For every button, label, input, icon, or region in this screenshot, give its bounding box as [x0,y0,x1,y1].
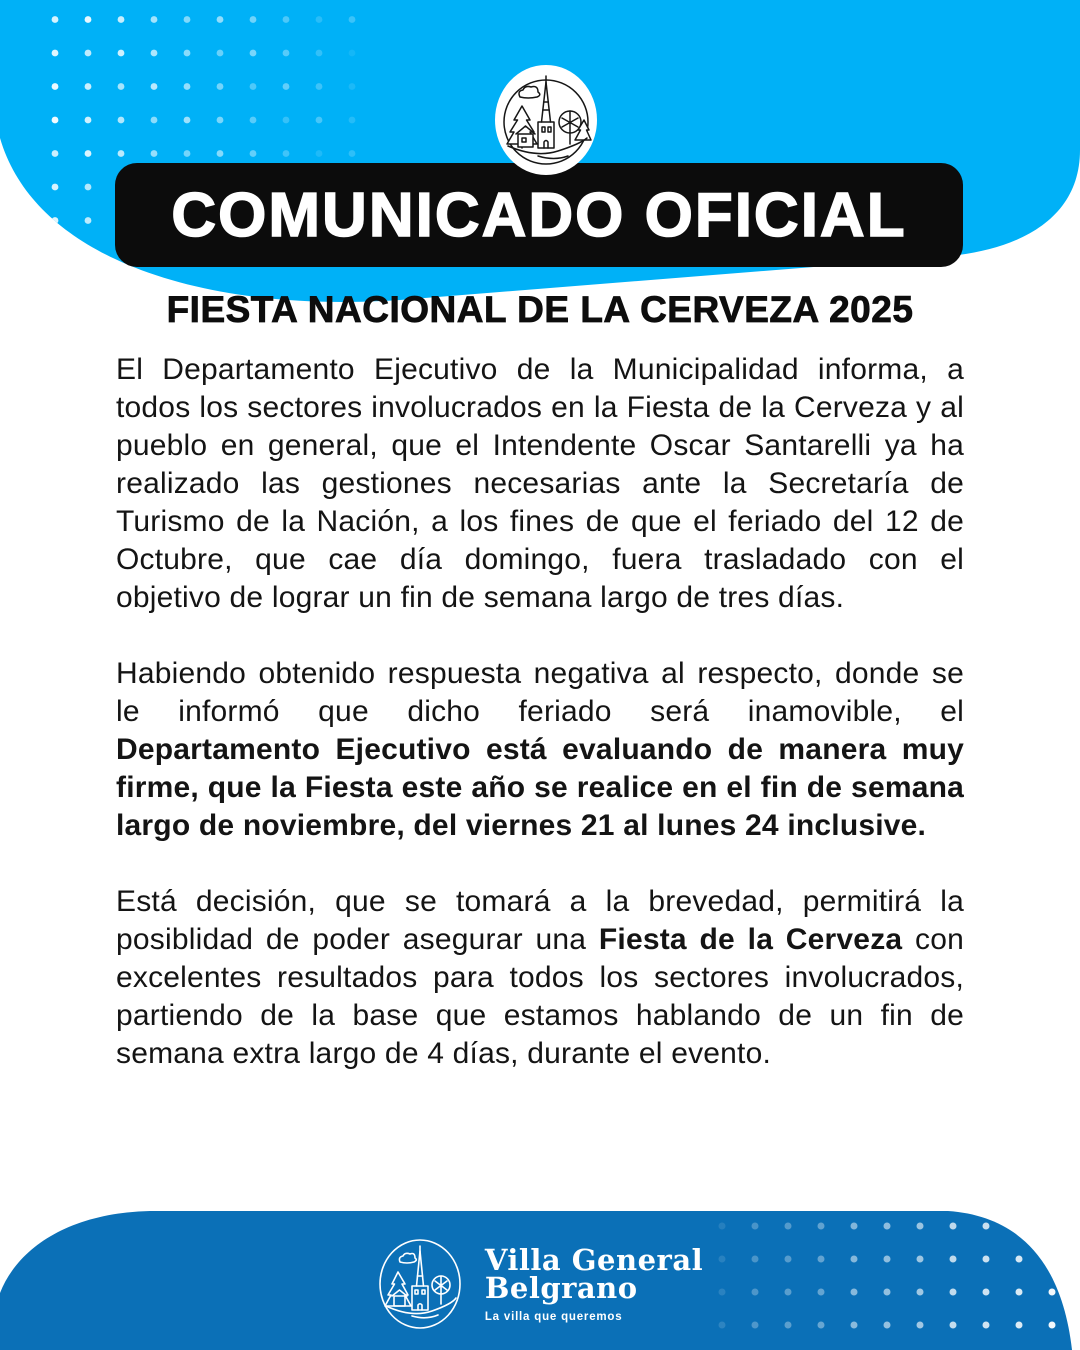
decorative-dot [118,150,125,157]
decorative-dot [250,83,257,90]
text-segment-bold: Departamento Ejecutivo está evaluando de manera muy firme, que la Fiesta este año se realice en el fin de semana largo de noviembre, del viernes 21 al lunes 24 inclusive. [116,733,964,842]
decorative-dot [217,117,224,124]
org-name-line-1: Villa General [484,1242,704,1277]
decorative-dot [151,150,158,157]
decorative-dot [316,83,323,90]
decorative-dot [785,1223,792,1230]
decorative-dot [283,83,290,90]
decorative-dot [85,117,92,124]
decorative-dot [151,50,158,57]
decorative-dot [52,50,59,57]
decorative-dot [283,117,290,124]
official-announcement-banner [115,163,963,267]
decorative-dot [250,150,257,157]
decorative-dot [52,217,59,224]
decorative-dot [184,117,191,124]
decorative-dot [917,1223,924,1230]
decorative-dot [52,251,59,258]
decorative-dot [349,83,356,90]
body-paragraph [116,351,964,617]
decorative-dot [85,217,92,224]
decorative-dot [316,50,323,57]
org-tagline: La villa que queremos [484,1310,623,1323]
decorative-dot [283,16,290,23]
decorative-dot [52,117,59,124]
decorative-dot [719,1223,726,1230]
decorative-dot [118,50,125,57]
decorative-dot [151,83,158,90]
town-church-emblem-icon [494,64,598,176]
decorative-dot [52,16,59,23]
decorative-dot [52,184,59,191]
decorative-dot [283,50,290,57]
decorative-dot [217,50,224,57]
text-segment: Habiendo obtenido respuesta negativa al respecto, donde se le informó que dicho feriado será inamovible, el [116,657,964,728]
decorative-dot [118,117,125,124]
decorative-dot [118,83,125,90]
page-title: FIESTA NACIONAL DE LA CERVEZA 2025 [166,289,914,330]
footer-emblem-line-art [380,1240,460,1328]
decorative-dot [217,150,224,157]
decorative-dot [983,1223,990,1230]
org-name-line-2: Belgrano [484,1270,638,1305]
decorative-dot [752,1223,759,1230]
body-paragraph [116,655,964,845]
villa-general-belgrano-emblem-icon [377,1238,463,1330]
decorative-dot [851,1223,858,1230]
decorative-dot [349,150,356,157]
body-paragraph [116,883,964,1073]
decorative-dot [884,1223,891,1230]
decorative-dot [1016,1223,1023,1230]
decorative-dot [950,1223,957,1230]
decorative-dot [283,150,290,157]
decorative-dot [85,50,92,57]
decorative-dot [184,150,191,157]
decorative-dot [184,50,191,57]
footer [0,1238,1080,1330]
decorative-dot [818,1223,825,1230]
decorative-dot [1049,1223,1056,1230]
banner-label: COMUNICADO OFICIAL [171,180,907,250]
decorative-dot [85,16,92,23]
text-segment: Está decisión, que se tomará a la brevedad, permitirá la posiblidad de poder asegurar una [116,885,964,956]
footer-text-block [484,1242,704,1323]
decorative-dot [217,16,224,23]
decorative-dot [316,150,323,157]
decorative-dot [316,117,323,124]
decorative-dot [52,150,59,157]
decorative-dot [85,184,92,191]
decorative-dot [217,83,224,90]
decorative-dot [349,16,356,23]
decorative-dot [184,83,191,90]
decorative-dot [118,16,125,23]
text-segment-bold: Fiesta de la Cerveza [598,923,903,956]
decorative-dot [250,16,257,23]
decorative-dot [250,50,257,57]
decorative-dot [52,83,59,90]
decorative-dot [151,117,158,124]
decorative-dot [85,83,92,90]
decorative-dot [250,117,257,124]
announcement-body [116,351,964,1111]
decorative-dot [85,150,92,157]
decorative-dot [349,50,356,57]
decorative-dot [349,117,356,124]
decorative-dot [184,16,191,23]
decorative-dot [85,251,92,258]
text-segment: con excelentes resultados para todos los sectores involucrados, partiendo de la base que estamos hablando de un fin de semana extra largo de 4 días, durante el evento. [116,923,964,1070]
decorative-dot [151,16,158,23]
decorative-dot [316,16,323,23]
text-segment: El Departamento Ejecutivo de la Municipalidad informa, a todos los sectores involucrados en la Fiesta de la Cerveza y al pueblo en general, que el Intendente Oscar Santarelli ya ha realizado las gestiones necesarias ante la Secretaría de Turismo de la Nación, a los fines de que el feriado del 12 de Octubre, que cae día domingo, fuera trasladado con el objetivo de lograr un fin de semana largo de tres días. [116,353,964,614]
